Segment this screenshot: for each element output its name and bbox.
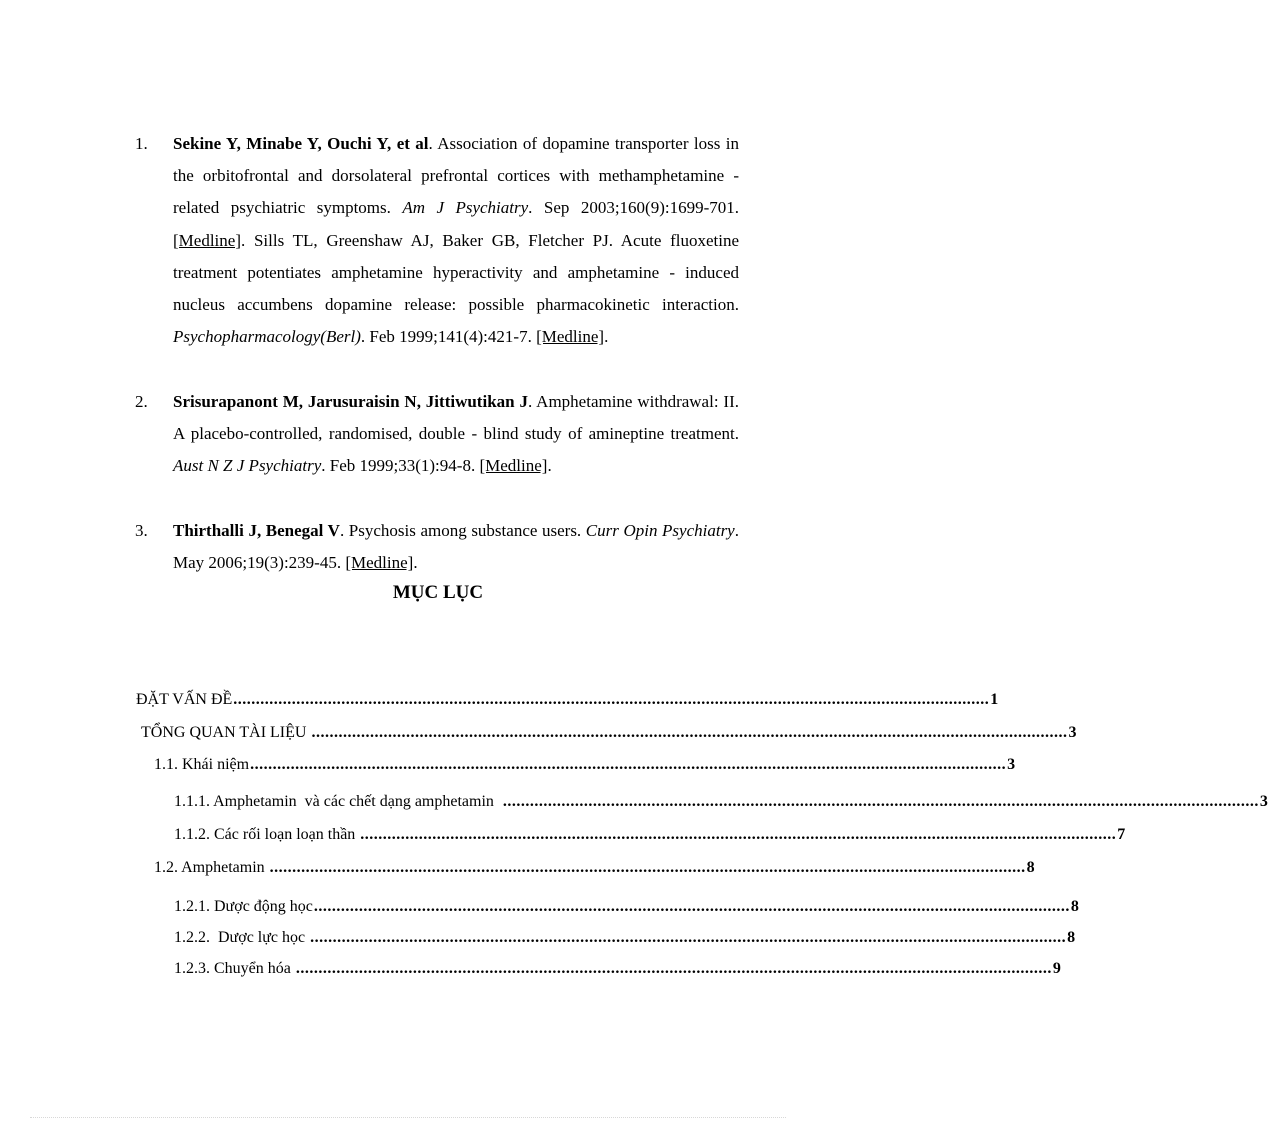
- toc-entry-label: 1.2.3. Chuyển hóa: [174, 960, 295, 977]
- reference-title: . Psychosis among substance users.: [339, 521, 586, 540]
- page-bottom-divider: [30, 1117, 786, 1118]
- reference-journal: Aust N Z J Psychiatry: [173, 456, 322, 476]
- reference-details: . Feb 1999;33(1):94-8.: [321, 456, 480, 476]
- toc-entry-label: 1.1.1. Amphetamin và các chết dạng amphetamin: [174, 793, 502, 810]
- medline-link[interactable]: [Medline]: [173, 230, 241, 250]
- toc-leader: ........................................................................................................................................................................: [502, 793, 1259, 810]
- reference-authors: Srisurapanont M, Jarusuraisin N, Jittiwutikan J: [173, 392, 528, 411]
- medline-link[interactable]: [Medline]: [536, 327, 605, 347]
- reference-number: 2.: [135, 392, 148, 411]
- reference-journal: Psychopharmacology(Berl): [173, 327, 361, 347]
- reference-continuation: . Sills TL, Greenshaw AJ, Baker GB, Fletcher PJ. Acute fluoxetine treatment potentiates amphetamine hyperactivity and amphetamine - induced nucleus accumbens dopamine release: possible pharmacokinetic interaction.: [173, 230, 739, 315]
- toc-entry[interactable]: [174, 896, 1079, 918]
- toc-entry[interactable]: [174, 958, 1061, 980]
- reference-title: . Association of dopamine transporter loss in the orbitofrontal and dorsolateral prefrontal cortices with methamphetamine - related psychiatric symptoms.: [173, 134, 739, 218]
- reference-authors: Thirthalli J, Benegal V: [173, 521, 340, 540]
- reference-text: [173, 386, 739, 483]
- toc-entry-page: 3: [1068, 724, 1077, 741]
- toc-leader: ........................................................................................................................................................................: [310, 929, 1067, 946]
- reference-item: [135, 386, 739, 483]
- toc-entry-page: 1: [990, 691, 999, 708]
- toc-leader: ........................................................................................................................................................................: [295, 960, 1052, 977]
- toc-entry-page: 3: [1259, 793, 1268, 810]
- toc-entry-label: 1.1.2. Các rối loạn loạn thần: [174, 826, 360, 843]
- reference-end: .: [413, 553, 418, 573]
- toc-entry-page: 7: [1117, 826, 1126, 843]
- toc-entry-label: 1.2.1. Dược động học: [174, 898, 313, 915]
- reference-item: [135, 128, 739, 353]
- toc-entry[interactable]: [154, 857, 1035, 879]
- reference-title: . Amphetamine withdrawal: II. A placebo-controlled, randomised, double - blind study of amineptine treatment.: [173, 392, 739, 444]
- toc-entry-label: TỔNG QUAN TÀI LIỆU: [141, 724, 311, 741]
- toc-entry-label: 1.2.2. Dược lực học: [174, 929, 310, 946]
- toc-entry-label: 1.1. Khái niệm: [154, 756, 250, 773]
- reference-details: . May 2006;19(3):239-45.: [173, 521, 739, 573]
- toc-entry-page: 9: [1052, 960, 1061, 977]
- toc-leader: ........................................................................................................................................................................: [250, 756, 1007, 773]
- toc-leader: ........................................................................................................................................................................: [269, 859, 1026, 876]
- reference-journal: Am J Psychiatry: [402, 198, 529, 218]
- toc-entry-label: ĐẶT VẤN ĐỀ: [136, 691, 233, 708]
- toc-entry[interactable]: [136, 689, 999, 711]
- toc-entry[interactable]: [174, 791, 1268, 813]
- reference-end: .: [604, 327, 609, 347]
- toc-entry[interactable]: [174, 927, 1076, 949]
- toc-entry-page: 8: [1026, 859, 1035, 876]
- reference-item: [135, 515, 739, 579]
- medline-link[interactable]: [Medline]: [479, 456, 548, 476]
- toc-leader: ........................................................................................................................................................................: [311, 724, 1068, 741]
- toc-title: MỤC LỤC: [392, 582, 484, 603]
- reference-details: . Sep 2003;160(9):1699-701.: [528, 198, 739, 218]
- reference-number: 3.: [135, 521, 148, 540]
- toc-entry[interactable]: [154, 754, 1016, 776]
- reference-details: . Feb 1999;141(4):421-7.: [360, 327, 537, 347]
- toc-leader: ........................................................................................................................................................................: [360, 826, 1117, 843]
- reference-text: [173, 128, 739, 353]
- medline-link[interactable]: [Medline]: [345, 553, 414, 573]
- toc-leader: ........................................................................................................................................................................: [313, 898, 1070, 915]
- reference-end: .: [547, 456, 552, 476]
- toc-entry-page: 8: [1067, 929, 1076, 946]
- toc-entry-label: 1.2. Amphetamin: [154, 859, 269, 876]
- toc-entry-page: 8: [1070, 898, 1079, 915]
- reference-text: [173, 515, 739, 579]
- reference-authors: Sekine Y, Minabe Y, Ouchi Y, et al: [173, 134, 429, 153]
- reference-journal: Curr Opin Psychiatry: [585, 521, 735, 540]
- toc-entry[interactable]: [174, 824, 1126, 846]
- toc-leader: ........................................................................................................................................................................: [233, 691, 990, 708]
- toc-entry[interactable]: [141, 722, 1077, 744]
- toc-entry-page: 3: [1007, 756, 1016, 773]
- reference-number: 1.: [135, 134, 148, 153]
